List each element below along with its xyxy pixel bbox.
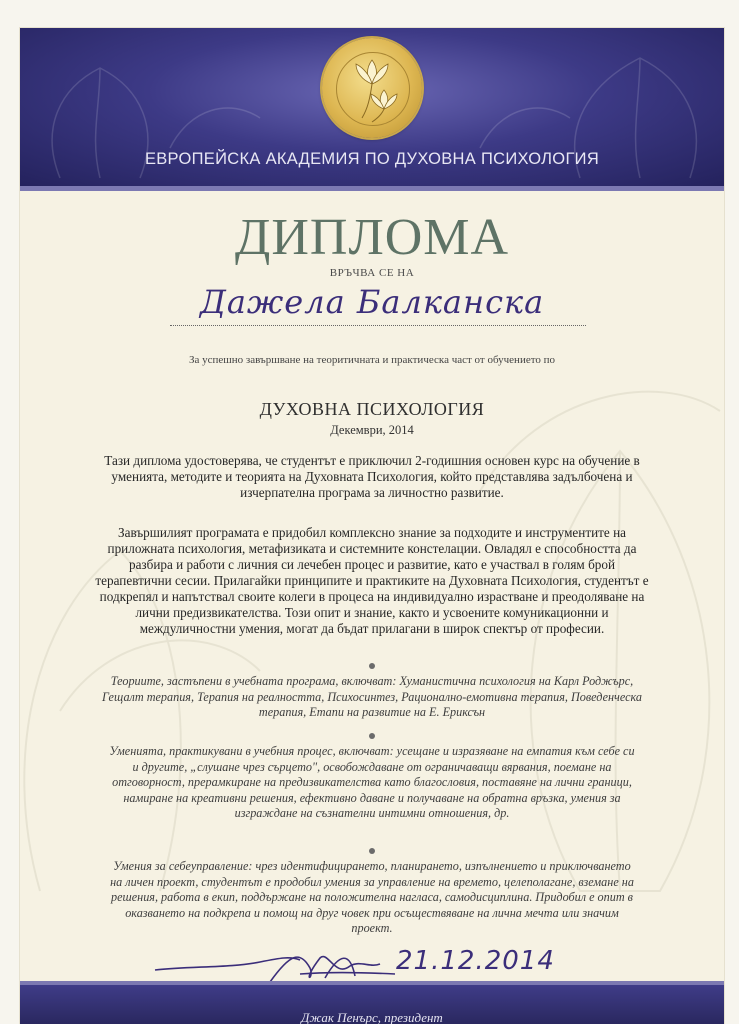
recipient-underline <box>170 325 586 326</box>
completion-text: За успешно завършване на теоритичната и практическа част от обучението по <box>188 354 556 366</box>
lotus-icon <box>322 38 422 138</box>
president-signature-line: Джак Пенърс, президент <box>301 1010 443 1024</box>
self-management-paragraph: Умения за себеуправление: чрез идентифицирането, планирането, изпълнението и приключването на личен проект, студентът е продобил умения за управление на времето, целеполагане, вземане на решения, работа в екип, поддържане на положителна нагласа, самодисциплина. Придобил е опит в оказването на подкрепа и помощ на друг човек при осъществяване на лична мечта или значим проект. <box>110 859 634 935</box>
diploma-title: ДИПЛОМА <box>234 209 510 266</box>
academy-seal-logo <box>322 38 422 138</box>
bullet-divider <box>369 733 375 739</box>
certification-paragraph: Тази диплома удостоверява, че студентът е приключил 2-годишния основен курс на обучение в уменията, методите и теорията на Духовната Психология, който представлява задълбочена и изчерпателна програма за личностно развитие. <box>104 453 640 500</box>
bullet-divider <box>369 848 375 854</box>
diploma-sheet <box>20 28 724 1024</box>
theories-paragraph: Теориите, застъпени в учебната програма, включват: Хуманистична психология на Карл Роджърс, Гещалт терапия, Терапия на реалността, Психосинтез, Рационално-емотивна терапия, Поведенческа терапия, Етапи на развитие на Е. Ериксън <box>101 674 643 719</box>
skills-paragraph: Уменията, практикувани в учебния процес, включват: усещане и изразяване на емпатия към себе си и другите, „слушане чрез сърцето", освобождаване от ограничаващи вярвания, поемане на отговорност, прерамкиране на предизвикателства като благословия, поставяне на лични граници, намиране на креативни решения, ефективно даване и получаване на обратна връзка, умения за изграждане на съзнателни интимни отношения, др. <box>109 744 635 820</box>
course-name: ДУХОВНА ПСИХОЛОГИЯ <box>259 399 485 419</box>
header-band <box>20 28 724 186</box>
bullet-divider <box>369 663 375 669</box>
course-date: Декември, 2014 <box>330 423 414 437</box>
signature-date: 21.12.2014 <box>396 946 555 976</box>
awarded-to-label: ВРЪЧВА СЕ НА <box>329 267 415 279</box>
achievement-paragraph: Завършилият програмата е придобил комплексно знание за подходите и инструментите на приложната психология, метафизиката и системните констелации. Овладял е способността да разбира и работи с личния си лечебен процес и развитие, като е участвал в голям брой терапевтични сесии. Прилагайки принципите и практиките на Духовната Психология, студентът е подкрепял и напътствал своите колеги в процеса на индивидуално израстване и преодоляване на лични предизвикателства. Този опит и знание, както и усвоените комуникационни и междуличностни умения, могат да бъдат прилагани в широк спектър от професии. <box>95 525 649 636</box>
recipient-name: Дажела Балканска <box>199 283 545 321</box>
academy-name: ЕВРОПЕЙСКА АКАДЕМИЯ ПО ДУХОВНА ПСИХОЛОГИЯ <box>144 150 600 168</box>
